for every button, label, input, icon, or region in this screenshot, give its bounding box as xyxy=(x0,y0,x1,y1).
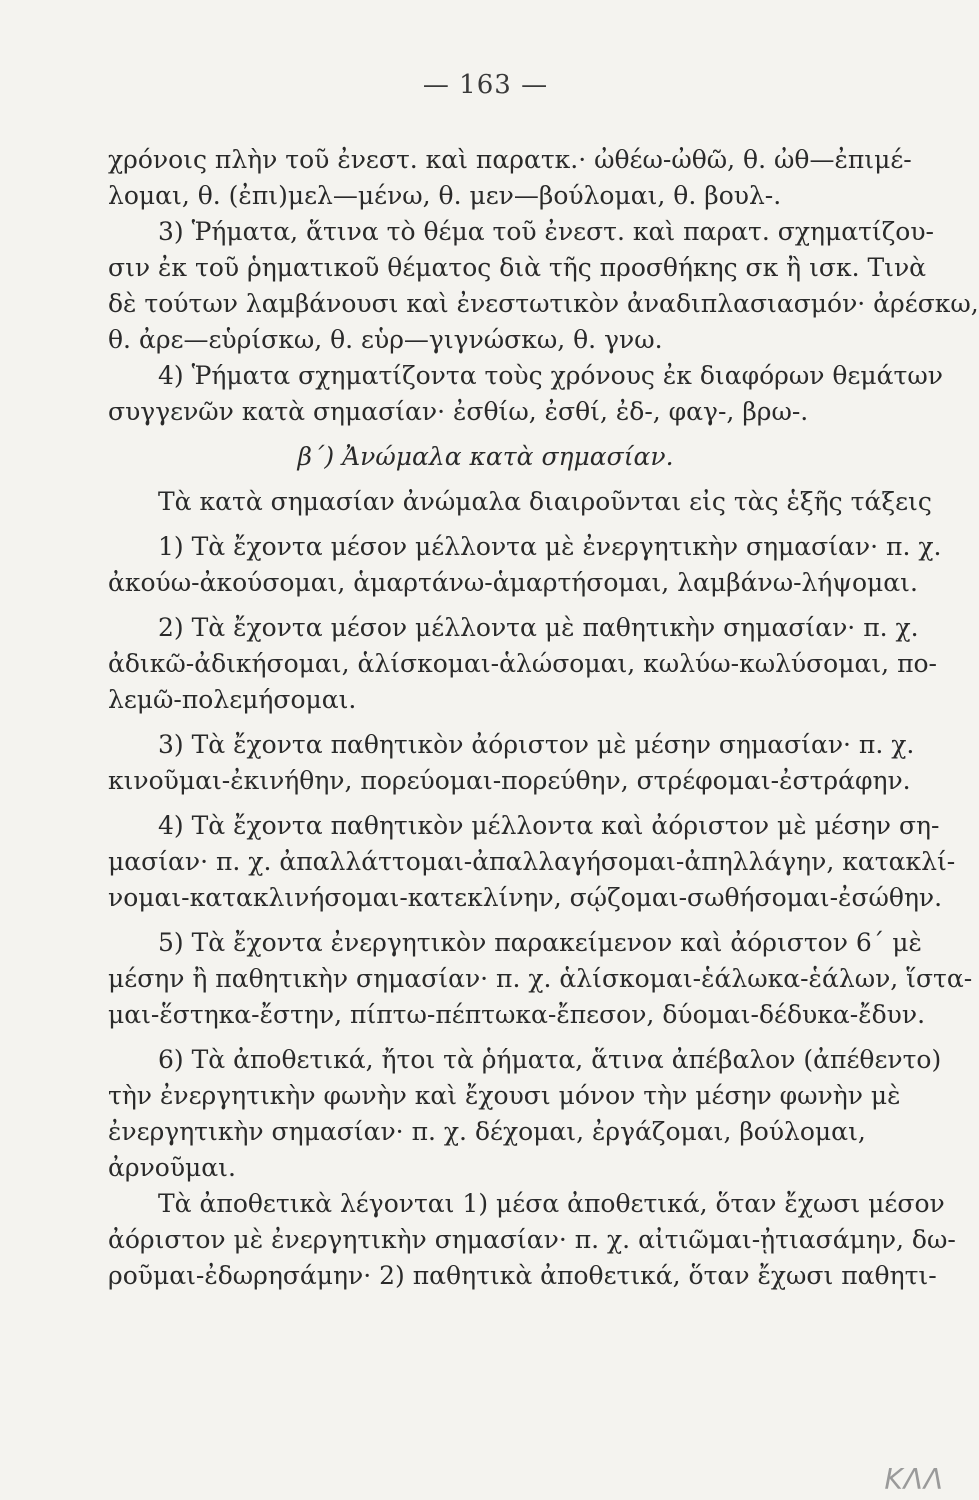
text-line: 1) Τὰ ἔχοντα μέσον μέλλοντα μὲ ἐνεργητικὴν σημασίαν· π. χ. xyxy=(158,532,942,561)
paragraph-3 xyxy=(108,214,979,358)
text-line: μέσην ἢ παθητικὴν σημασίαν· π. χ. ἁλίσκομαι-ἑάλωκα-ἑάλων, ἵστα- xyxy=(108,964,973,993)
text-line: λεμῶ-πολεμήσομαι. xyxy=(108,685,357,714)
text-line: ἀόριστον μὲ ἐνεργητικὴν σημασίαν· π. χ. αἰτιῶμαι-ᾐτιασάμην, δω- xyxy=(108,1225,956,1254)
paragraph-deponents xyxy=(108,1186,956,1294)
text-line: νομαι-κατακλινήσομαι-κατεκλίνην, σῴζομαι-σωθήσομαι-ἐσώθην. xyxy=(108,883,943,912)
text-line: 4) Τὰ ἔχοντα παθητικὸν μέλλοντα καὶ ἀόριστον μὲ μέσην ση- xyxy=(158,811,940,840)
paragraph-class-4 xyxy=(108,808,956,916)
paragraph-class-2 xyxy=(108,610,937,718)
paragraph-intro xyxy=(108,142,912,214)
text-line: ἀκούω-ἀκούσομαι, ἁμαρτάνω-ἁμαρτήσομαι, λαμβάνω-λήψομαι. xyxy=(108,568,918,597)
text-line: ἀδικῶ-ἀδικήσομαι, ἁλίσκομαι-ἁλώσομαι, κωλύω-κωλύσομαι, πο- xyxy=(108,649,937,678)
text-line: λομαι, θ. (ἐπι)μελ—μένω, θ. μεν—βούλομαι, θ. βουλ-. xyxy=(108,181,782,210)
page-number-header: — 163 — xyxy=(422,70,549,100)
paragraph-intro-classes xyxy=(108,484,932,520)
text-line: δὲ τούτων λαμβάνουσι καὶ ἐνεστωτικὸν ἀναδιπλασιασμόν· ἀρέσκω, xyxy=(108,289,979,318)
text-line: 4) Ῥήματα σχηματίζοντα τοὺς χρόνους ἐκ διαφόρων θεμάτων xyxy=(158,361,943,390)
text-line: μασίαν· π. χ. ἀπαλλάττομαι-ἀπαλλαγήσομαι-ἀπηλλάγην, κατακλί- xyxy=(108,847,956,876)
paragraph-class-1 xyxy=(108,529,942,601)
section-heading xyxy=(108,439,863,475)
text-line: σιν ἐκ τοῦ ῥηματικοῦ θέματος διὰ τῆς προσθήκης σκ ἢ ισκ. Τινὰ xyxy=(108,253,927,282)
text-line: Τὰ ἀποθετικὰ λέγονται 1) μέσα ἀποθετικά, ὅταν ἔχωσι μέσον xyxy=(158,1189,945,1218)
text-line: ροῦμαι-ἐδωρησάμην· 2) παθητικὰ ἀποθετικά, ὅταν ἔχωσι παθητι- xyxy=(108,1261,937,1290)
text-line: μαι-ἕστηκα-ἔστην, πίπτω-πέπτωκα-ἔπεσον, δύομαι-δέδυκα-ἔδυν. xyxy=(108,1000,926,1029)
text-line: 6) Τὰ ἀποθετικά, ἤτοι τὰ ῥήματα, ἅτινα ἀπέβαλον (ἀπέθεντο) xyxy=(158,1045,942,1074)
text-line: συγγενῶν κατὰ σημασίαν· ἐσθίω, ἐσθί, ἐδ-, φαγ-, βρω-. xyxy=(108,397,809,426)
text-line: κινοῦμαι-ἐκινήθην, πορεύομαι-πορεύθην, στρέφομαι-ἐστράφην. xyxy=(108,766,911,795)
text-line: 3) Τὰ ἔχοντα παθητικὸν ἀόριστον μὲ μέσην σημασίαν· π. χ. xyxy=(158,730,915,759)
book-page xyxy=(108,70,979,1294)
paragraph-class-3 xyxy=(108,727,915,799)
paragraph-class-6 xyxy=(108,1042,942,1186)
text-line: ἀρνοῦμαι. xyxy=(108,1153,236,1182)
text-line: θ. ἀρε—εὑρίσκω, θ. εὑρ—γιγνώσκω, θ. γνω. xyxy=(108,325,663,354)
text-line: Τὰ κατὰ σημασίαν ἀνώμαλα διαιροῦνται εἰς τὰς ἑξῆς τάξεις xyxy=(158,487,932,516)
paragraph-class-5 xyxy=(108,925,973,1033)
text-line: 2) Τὰ ἔχοντα μέσον μέλλοντα μὲ παθητικὴν σημασίαν· π. χ. xyxy=(158,613,919,642)
section-title: β΄) Ἀνώμαλα κατὰ σημασίαν. xyxy=(297,442,674,471)
paragraph-4 xyxy=(108,358,943,430)
text-line: ἐνεργητικὴν σημασίαν· π. χ. δέχομαι, ἐργάζομαι, βούλομαι, xyxy=(108,1117,866,1146)
pencil-mark: ΚΛΛ xyxy=(884,1463,944,1496)
text-line: χρόνοις πλὴν τοῦ ἐνεστ. καὶ παρατκ.· ὠθέω-ὠθῶ, θ. ὠθ—ἐπιμέ- xyxy=(108,145,912,174)
text-line: 3) Ῥήματα, ἅτινα τὸ θέμα τοῦ ἐνεστ. καὶ παρατ. σχηματίζου- xyxy=(158,217,934,246)
text-line: τὴν ἐνεργητικὴν φωνὴν καὶ ἔχουσι μόνον τὴν μέσην φωνὴν μὲ xyxy=(108,1081,901,1110)
text-line: 5) Τὰ ἔχοντα ἐνεργητικὸν παρακείμενον καὶ ἀόριστον 6΄ μὲ xyxy=(158,928,922,957)
